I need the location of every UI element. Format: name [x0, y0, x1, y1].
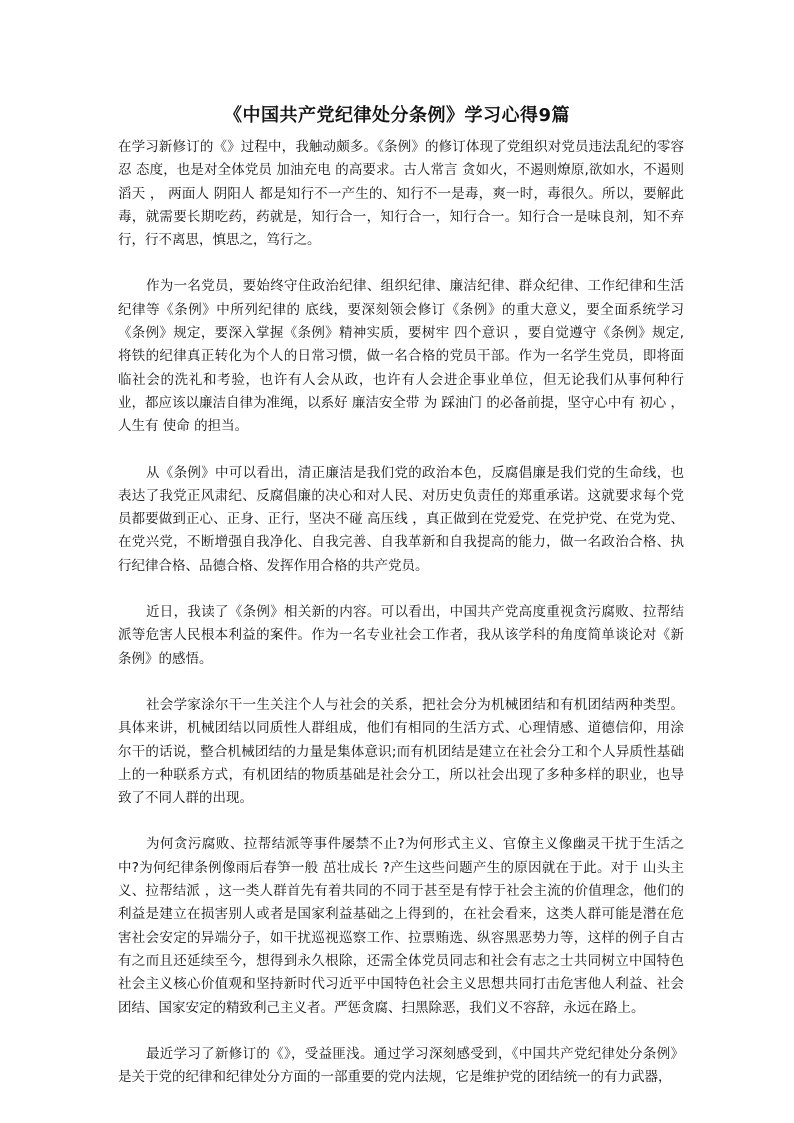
paragraph-1: 在学习新修订的《》过程中，我触动颇多。《条例》的修订体现了党组织对党员违法乱纪的零容忍 态度，也是对全体党员 加油充电 的高要求。古人常言 贪如火，不遏则燎原,欲如水，不遏则滔天 ， 两面人 阴阳人 都是知行不一产生的、知行不一是毒，爽一时，毒很久。所以，要解此毒，就需要长期吃药，药就是，知行合一，知行合一，知行合一。知行合一是味良剂，知不弃行，行不离思，慎思之，笃行之。	[118, 139, 684, 249]
paragraph-4: 近日，我读了《条例》相关新的内容。可以看出，中国共产党高度重视贪污腐败、拉帮结派等危害人民根本利益的案件。作为一名专业社会工作者，我从该学科的角度简单谈论对《新条例》的感悟。	[118, 604, 684, 667]
paragraph-7: 最近学习了新修订的《》，受益匪浅。通过学习深刻感受到，《中国共产党纪律处分条例》是关于党的纪律和纪律处分方面的一部重要的党内法规，它是维护党的团结统一的有力武器，	[118, 1045, 684, 1086]
paragraph-2: 作为一名党员，要始终守住政治纪律、组织纪律、廉洁纪律、群众纪律、工作纪律和生活纪律等《条例》中所列纪律的 底线，要深刻领会修订《条例》的重大意义，要全面系统学习《条例》规定，要深入掌握《条例》精神实质，要树牢 四个意识 ，要自觉遵守《条例》规定,将铁的纪律真正转化为个人的日常习惯，做一名合格的党员干部。作为一名学生党员，即将面临社会的洗礼和考验，也许有人会从政，也许有人会进企事业单位，但无论我们从事何种行业，都应该以廉洁自律为准绳，以系好 廉洁安全带 为 踩油门 的必备前提，坚守心中有 初心 ，人生有 使命 的担当。	[118, 278, 684, 435]
paragraph-5: 社会学家涂尔干一生关注个人与社会的关系，把社会分为机械团结和有机团结两种类型。具体来讲，机械团结以同质性人群组成，他们有相同的生活方式、心理情感、道德信仰，用涂尔干的话说，整合机械团结的力量是集体意识;而有机团结是建立在社会分工和个人异质性基础上的一种联系方式，有机团结的物质基础是社会分工，所以社会出现了多种多样的职业，也导致了不同人群的出现。	[118, 696, 684, 807]
paragraph-6: 为何贪污腐败、拉帮结派等事件屡禁不止?为何形式主义、官僚主义像幽灵干扰于生活之中?为何纪律条例像雨后春笋一般 茁壮成长 ?产生这些问题产生的原因就在于此。对于 山头主义、拉帮结派 ，这一类人群首先有着共同的不同于甚至是有悖于社会主流的价值理念，他们的利益是建立在损害别人或者是国家利益基础之上得到的，在社会看来，这类人群可能是潜在危害社会安定的异端分子，如干扰巡视巡察工作、拉票贿选、纵容黑恶势力等，这样的例子自古有之而且还延续至今，想得到永久根除，还需全体党员同志和社会有志之士共同树立中国特色社会主义核心价值观和坚持新时代习近平中国特色社会主义思想共同打击危害他人利益、社会团结、国家安定的精致利己主义者。严惩贪腐、扫黑除恶，我们义不容辞，永远在路上。	[118, 836, 684, 1016]
document-title: 《中国共产党纪律处分条例》学习心得9篇	[223, 105, 571, 126]
document-body	[118, 136, 684, 1112]
paragraph-3: 从《条例》中可以看出，清正廉洁是我们党的政治本色，反腐倡廉是我们党的生命线，也表达了我党正风肃纪、反腐倡廉的决心和对人民、对历史负责任的郑重承诺。这就要求每个党员都要做到正心、正身、正行，坚决不碰 高压线 ，真正做到在党爱党、在党护党、在党为党、在党兴党，不断增强自我净化、自我完善、自我革新和自我提高的能力，做一名政治合格、执行纪律合格、品德合格、发挥作用合格的共产党员。	[118, 464, 684, 574]
